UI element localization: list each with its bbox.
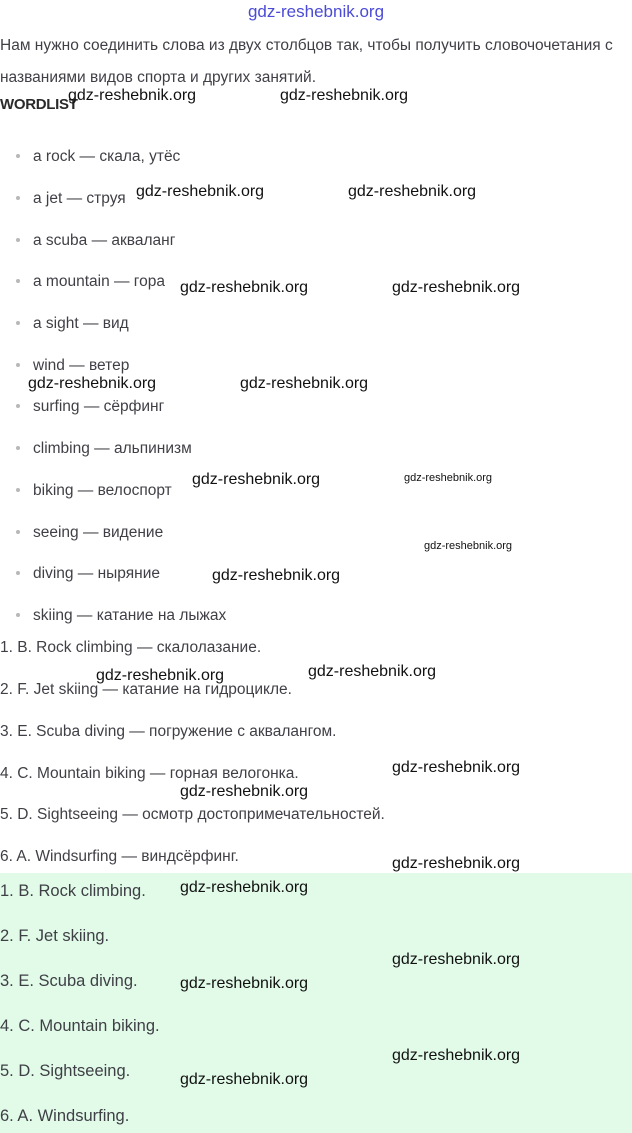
watermark-text: gdz-reshebnik.org [240,375,369,392]
watermark-text: gdz-reshebnik.org [180,1071,309,1088]
answer-line-2: 2. F. Jet skiing — катание на гидроцикле. [0,681,292,698]
watermark-text: gdz-reshebnik.org [96,667,225,684]
watermark-text: gdz-reshebnik.org [424,540,513,552]
watermark-text: gdz-reshebnik.org [392,951,521,968]
list-item: a sight — вид [16,313,129,335]
list-item: diving — ныряние [16,563,160,585]
list-item: a scuba — акваланг [16,230,175,252]
final-answer-box [0,873,632,1133]
watermark-text: gdz-reshebnik.org [392,1047,521,1064]
list-item: climbing — альпинизм [16,438,192,460]
bullet-icon [16,238,20,242]
list-item: seeing — видение [16,522,163,544]
bullet-icon [16,571,20,575]
bullet-icon [16,404,20,408]
watermark-text: gdz-reshebnik.org [308,663,437,680]
site-header-link[interactable]: gdz-reshebnik.org [247,2,385,21]
bullet-icon [16,196,20,200]
bullet-icon [16,446,20,450]
list-item: wind — ветер [16,355,129,377]
watermark-text: gdz-reshebnik.org [280,87,409,104]
bullet-icon [16,488,20,492]
final-answer-2: 2. F. Jet skiing. [0,927,110,945]
watermark-text: gdz-reshebnik.org [392,855,521,872]
watermark-text: gdz-reshebnik.org [68,87,197,104]
list-item: skiing — катание на лыжах [16,605,226,627]
watermark-text: gdz-reshebnik.org [348,183,477,200]
final-answer-3: 3. E. Scuba diving. [0,972,138,990]
bullet-icon [16,279,20,283]
bullet-icon [16,530,20,534]
answer-line-5: 5. D. Sightseeing — осмотр достопримечательностей. [0,806,385,823]
list-item: a jet — струя [16,188,126,210]
watermark-text: gdz-reshebnik.org [404,472,493,484]
watermark-text: gdz-reshebnik.org [212,567,341,584]
list-item: biking — велоспорт [16,480,172,502]
answer-line-3: 3. E. Scuba diving — погружение с аквалангом. [0,723,337,740]
bullet-icon [16,613,20,617]
bullet-icon [16,154,20,158]
watermark-text: gdz-reshebnik.org [180,879,309,896]
answer-line-4: 4. C. Mountain biking — горная велогонка. [0,765,299,782]
answer-line-6: 6. A. Windsurfing — виндсёрфинг. [0,848,239,865]
watermark-text: gdz-reshebnik.org [180,279,309,296]
list-item: a mountain — гора [16,271,165,293]
answer-line-1: 1. B. Rock climbing — скалолазание. [0,639,262,656]
watermark-text: gdz-reshebnik.org [28,375,157,392]
watermark-text: gdz-reshebnik.org [136,183,265,200]
intro-text: Нам нужно соединить слова из двух столбцов так, чтобы получить словочочетания с названиями видов спорта и других занятий. [0,37,613,86]
final-answer-1: 1. B. Rock climbing. [0,882,146,900]
final-answer-5: 5. D. Sightseeing. [0,1062,131,1080]
list-item: surfing — сёрфинг [16,396,164,418]
watermark-text: gdz-reshebnik.org [392,759,521,776]
watermark-text: gdz-reshebnik.org [180,975,309,992]
wordlist-title: WORDLIST [0,96,78,113]
watermark-text: gdz-reshebnik.org [392,279,521,296]
list-item: a rock — скала, утёс [16,146,180,168]
watermark-text: gdz-reshebnik.org [180,783,309,800]
final-answer-6: 6. A. Windsurfing. [0,1107,130,1125]
bullet-icon [16,321,20,325]
final-answer-4: 4. C. Mountain biking. [0,1017,160,1035]
watermark-text: gdz-reshebnik.org [192,471,321,488]
bullet-icon [16,363,20,367]
